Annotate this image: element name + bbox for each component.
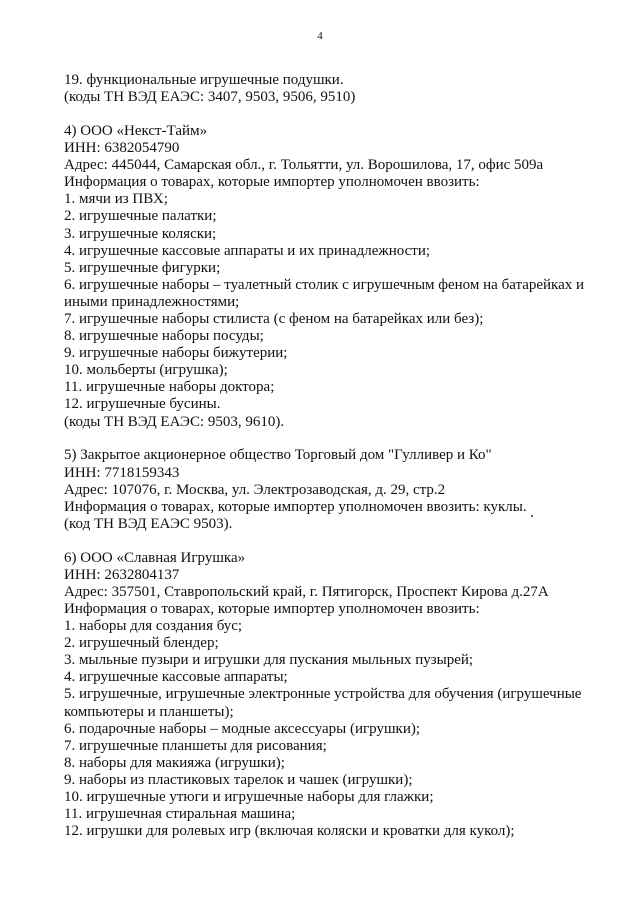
text-line: 2. игрушечные палатки;	[64, 208, 217, 225]
text-line: ИНН: 7718159343	[64, 464, 180, 481]
text-line: Адрес: 445044, Самарская обл., г. Тольятти, ул. Ворошилова, 17, офис 509а	[64, 157, 544, 174]
text-line: 11. игрушечная стиральная машина;	[64, 806, 296, 823]
document-body	[64, 72, 604, 857]
text-line: Информация о товарах, которые импортер уполномочен ввозить:	[64, 174, 480, 191]
text-line: 8. наборы для макияжа (игрушки);	[64, 754, 285, 771]
text-line: Адрес: 107076, г. Москва, ул. Электрозаводская, д. 29, стр.2	[64, 481, 446, 498]
text-line: (коды ТН ВЭД ЕАЭС: 3407, 9503, 9506, 9510)	[64, 89, 356, 106]
page-number: 4	[317, 30, 323, 42]
text-line: 2. игрушечный блендер;	[64, 635, 219, 652]
text-line: 5. игрушечные, игрушечные электронные устройства для обучения (игрушечные компьютеры и планшеты);	[64, 686, 582, 720]
text-line: 9. игрушечные наборы бижутерии;	[64, 345, 288, 362]
text-line: Адрес: 357501, Ставропольский край, г. Пятигорск, Проспект Кирова д.27А	[64, 583, 549, 600]
text-line: Информация о товарах, которые импортер уполномочен ввозить: куклы.	[64, 498, 527, 515]
section-importer-slavnaya-igrushka	[64, 550, 604, 841]
text-line: 4) ООО «Некст-Тайм»	[64, 122, 208, 139]
text-line: 19. функциональные игрушечные подушки.	[64, 72, 344, 88]
text-line: 6. игрушечные наборы – туалетный столик с игрушечным феном на батарейках и иными принадлежностями;	[64, 276, 585, 310]
scan-speck	[531, 515, 533, 517]
text-line: 5) Закрытое акционерное общество Торговый дом "Гулливер и Ко"	[64, 447, 492, 464]
text-line: 1. мячи из ПВХ;	[64, 191, 168, 208]
text-line: 6. подарочные наборы – модные аксессуары (игрушки);	[64, 720, 421, 737]
text-line: ИНН: 6382054790	[64, 140, 180, 157]
text-line: 11. игрушечные наборы доктора;	[64, 379, 275, 396]
text-line: 12. игрушечные бусины.	[64, 396, 221, 413]
text-line: 8. игрушечные наборы посуды;	[64, 328, 264, 345]
text-line: 4. игрушечные кассовые аппараты;	[64, 669, 288, 686]
section-importer-gulliver	[64, 447, 604, 532]
text-line: ИНН: 2632804137	[64, 566, 180, 583]
text-line: 3. игрушечные коляски;	[64, 225, 217, 242]
text-line: 12. игрушки для ролевых игр (включая коляски и кроватки для кукол);	[64, 823, 515, 840]
text-line: 10. игрушечные утюги и игрушечные наборы для глажки;	[64, 789, 434, 806]
text-line: 6) ООО «Славная Игрушка»	[64, 549, 246, 566]
section-importer-next-time	[64, 123, 604, 431]
text-line: 7. игрушечные планшеты для рисования;	[64, 737, 327, 754]
text-line: (код ТН ВЭД ЕАЭС 9503).	[64, 515, 233, 532]
text-line: (коды ТН ВЭД ЕАЭС: 9503, 9610).	[64, 413, 285, 430]
text-line: 10. мольберты (игрушка);	[64, 362, 228, 379]
text-line: 1. наборы для создания бус;	[64, 618, 243, 635]
text-line: 9. наборы из пластиковых тарелок и чашек (игрушки);	[64, 771, 413, 788]
section-continuation	[64, 72, 604, 106]
text-line: 3. мыльные пузыри и игрушки для пускания мыльных пузырей;	[64, 652, 474, 669]
text-line: Информация о товарах, которые импортер уполномочен ввозить:	[64, 601, 480, 618]
text-line: 4. игрушечные кассовые аппараты и их принадлежности;	[64, 242, 431, 259]
text-line: 5. игрушечные фигурки;	[64, 259, 221, 276]
text-line: 7. игрушечные наборы стилиста (с феном на батарейках или без);	[64, 311, 484, 328]
